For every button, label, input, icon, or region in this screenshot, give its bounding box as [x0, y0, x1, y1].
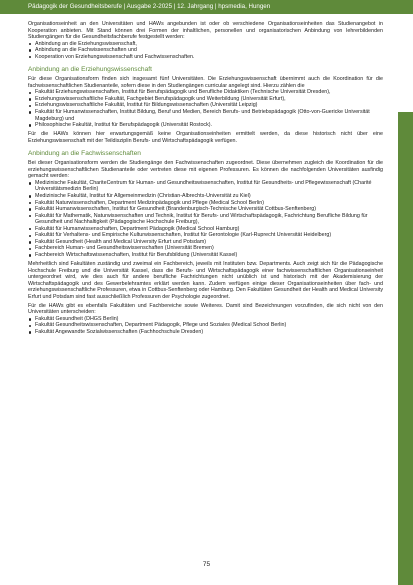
section-heading-erziehungswissenschaft: Anbindung an die Erziehungswissenschaft — [28, 66, 152, 74]
list-item: Anbindung an die Erziehungswissenschaft, — [28, 41, 383, 48]
page-number: 75 — [202, 561, 211, 568]
paragraph: Für diese Organisationsform finden sich insgesamt fünf Universitäten. Die Erziehungswissenschaft übernimmt auch die Koordination für die fachwissenschaftlichen Studienanteile, sofern diese in den Studiengängen curricular angelegt sind. Hierzu zählen die — [28, 76, 383, 89]
list-item: Medizinische Fakultät, Institut für Allgemeinmedizin (Christian-Albrechts-Universität zu Kiel) — [28, 193, 383, 200]
list-item: Fakultät für Humanwissenschaften, Institut Bildung, Beruf und Medien, Bereich Berufs- und Betriebspädagogik (Otto-von-Guericke Universität Magdeburg) und — [28, 109, 383, 122]
list-item: Medizinische Fakultät, ChariteCentrum für Human- und Gesundheitswissenschaften, Institut für Gesundheits- und Pflegewissenschaft (Charité Universitätsmedizin Berlin) — [28, 180, 383, 193]
list-item: Fakultät Angewandte Sozialwissenschaften (Fachhochschule Dresden) — [28, 329, 383, 336]
university-list-1 — [28, 89, 383, 128]
paragraph: Für die HAWs können hier erwartungsgemäß keine Organisationseinheiten ermittelt werden, da diese historisch nicht über eine Erziehungswissenschaft mit der Teildisziplin Berufs- und Wirtschaftspädagogik verfügen. — [28, 131, 383, 144]
list-item: Erziehungswissenschaftliche Fakultät, Institut für Bildungswissenschaften (Universität Leipzig) — [28, 102, 383, 109]
list-item: Fakultät Gesundheit (Health and Medical University Erfurt und Potsdam) — [28, 239, 383, 246]
main-text — [28, 21, 383, 335]
paragraph: Mehrheitlich sind Fakultäten zuständig und zweimal ein Fachbereich, jeweils mit Instituten bzw. Departments. Auch zeigt sich für die Pädagogische Hochschule Freiburg und die Universität Kassel, dass die Berufs- und Wirtschaftspädagogik einer fachwissenschaftlichen Organisationseinheit untergeordnet wird, wie dies auch für andere berufliche Fachrichtungen nicht unüblich ist und historisch mit der Akademisierung der Wirtschaftspädagogik und des Gewerbelehramtes erklärt werden kann. Zudem verfügen einige dieser Organisationseinheiten über fach- und erziehungswissenschaftliche Professuren, etwa in Cottbus-Senftenberg oder Hamburg. Den Fakultäten Gesundheit der Health and Medical University Erfurt und Potsdam sind fast ausschließlich Professuren der Psychologie zugeordnet. — [28, 260, 383, 300]
list-item: Fachbereich Wirtschaftswissenschaften, Institut für Berufsbildung (Universität Kassel) — [28, 252, 383, 259]
list-item: Fachbereich Human- und Gesundheitswissenschaften (Universität Bremen) — [28, 245, 383, 252]
list-item: Philosophische Fakultät, Institut für Berufspädagogik (Universität Rostock). — [28, 122, 383, 129]
side-color-bar — [398, 112, 413, 585]
list-item: Fakultät für Mathematik, Naturwissenschaften und Technik, Institut für Berufs- und Wirtschaftspädagogik, Fachrichtung Berufliche Bildung für Gesundheit und Nachhaltigkeit (Pädagogische Hochschule Freiburg), — [28, 213, 383, 226]
page-header: Pädagogik der Gesundheitsberufe | Ausgabe 2-2025 | 12. Jahrgang | hpsmedia, Hungen — [0, 0, 413, 14]
list-item: Fakultät Erziehungswissenschaften, Institut für Berufspädagogik und Berufliche Didaktiken (Technische Universität Dresden), — [28, 89, 383, 96]
section-heading-fachwissenschaften: Anbindung an die Fachwissenschaften — [28, 150, 141, 158]
paragraph: Bei dieser Organisationsform werden die Studiengänge den Fachwissenschaften zugeordnet. Diese übernehmen zugleich die Koordination für die erziehungswissenschaftlichen Studienanteile oder vertreten diese mit eigenen Professuren. Es können die nachfolgenden Universitäten ausfindig gemacht werden: — [28, 160, 383, 180]
intro-paragraph: Organisationseinheit an den Universitäten und HAWs angebunden ist oder ob verschiedene Organisationseinheiten das Studienangebot in Kooperation anbieten. Mit Stand können drei Formen der inhaltlichen, personellen und organisatorischen Anbindung von lehrerbildenden Studiengängen für die Gesundheitsfachberufe festgestellt werden: — [28, 21, 383, 41]
list-item: Fakultät Gesundheitswissenschaften, Department Pädagogik, Pflege und Soziales (Medical School Berlin) — [28, 322, 383, 329]
list-item: Fakultät für Verhaltens- und Empirische Kulturwissenschaften, Institut für Gerontologie (Karl-Ruprecht Universität Heidelberg) — [28, 232, 383, 239]
list-item: Fakultät Gesundheit (DHGS Berlin) — [28, 316, 383, 323]
list-item: Anbindung an die Fachwissenschaften und — [28, 47, 383, 54]
list-item: Kooperation von Erziehungswissenschaft und Fachwissenschaften. — [28, 54, 383, 61]
university-list-2 — [28, 180, 383, 259]
intro-list — [28, 41, 383, 61]
paragraph: Für die HAWs gibt es ebenfalls Fakultäten und Fachbereiche sowie Weiteres. Damit sind Bezeichnungen vorzufinden, die sich nicht von den Universitäten unterscheiden: — [28, 302, 383, 316]
list-item: Fakultät Humanwissenschaften, Institut für Gesundheit (Brandenburgisch-Technische Universität Cottbus-Senftenberg) — [28, 206, 383, 213]
list-item: Fakultät Naturwissenschaften, Department Medizinpädagogik und Pflege (Medical School Berlin) — [28, 200, 383, 207]
list-item: Erziehungswissenschaftliche Fakultät, Fachgebiet Berufspädagogik und Weiterbildung (Universität Erfurt), — [28, 96, 383, 103]
list-item: Fakultät für Humanwissenschaften, Department Pädagogik (Medical School Hamburg) — [28, 226, 383, 233]
hochschule-list — [28, 316, 383, 336]
